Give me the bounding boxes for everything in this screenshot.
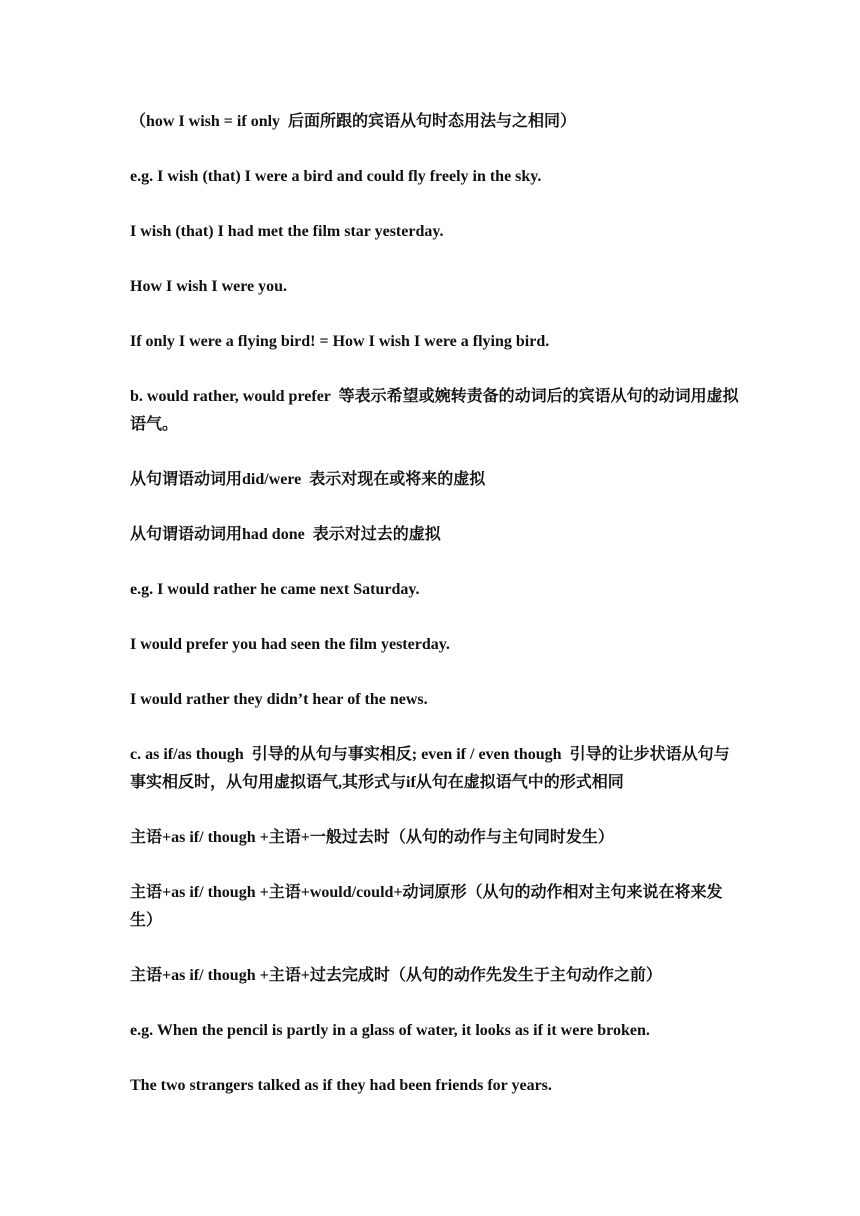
paragraph-example-bird: e.g. I wish (that) I were a bird and could fly freely in the sky. (130, 168, 542, 185)
paragraph-as-if-rule: c. as if/as though 引导的从句与事实相反; even if / even though 引导的让步状语从句与事实相反时，从句用虚拟语气,其形式与if从句在虚拟语气中的形式相同 (130, 746, 730, 791)
paragraph-as-if-past-perfect: 主语+as if/ though +主语+过去完成时（从句的动作先发生于主句动作之前） (130, 967, 662, 984)
paragraph-how-i-wish-note: （how I wish = if only 后面所跟的宾语从句时态用法与之相同） (130, 113, 577, 130)
paragraph-example-would-rather: e.g. I would rather he came next Saturday. (130, 581, 420, 598)
paragraph-example-film-star: I wish (that) I had met the film star yesterday. (130, 223, 444, 240)
paragraph-example-didnt-hear: I would rather they didn’t hear of the news. (130, 691, 428, 708)
paragraph-did-were-rule: 从句谓语动词用did/were 表示对现在或将来的虚拟 (130, 471, 486, 488)
paragraph-example-if-only: If only I were a flying bird! = How I wish I were a flying bird. (130, 333, 550, 350)
paragraph-had-done-rule: 从句谓语动词用had done 表示对过去的虚拟 (130, 526, 441, 543)
paragraph-example-would-prefer: I would prefer you had seen the film yesterday. (130, 636, 450, 653)
document-body (130, 108, 740, 1100)
paragraph-example-pencil: e.g. When the pencil is partly in a glass of water, it looks as if it were broken. (130, 1022, 650, 1039)
paragraph-would-rather-rule: b. would rather, would prefer 等表示希望或婉转责备的动词后的宾语从句的动词用虚拟语气。 (130, 388, 739, 433)
paragraph-as-if-future: 主语+as if/ though +主语+would/could+动词原形（从句的动作相对主句来说在将来发生） (130, 884, 723, 929)
paragraph-example-how-i-wish: How I wish I were you. (130, 278, 288, 295)
paragraph-as-if-past: 主语+as if/ though +主语+一般过去时（从句的动作与主句同时发生） (130, 829, 614, 846)
paragraph-example-strangers: The two strangers talked as if they had been friends for years. (130, 1077, 552, 1094)
